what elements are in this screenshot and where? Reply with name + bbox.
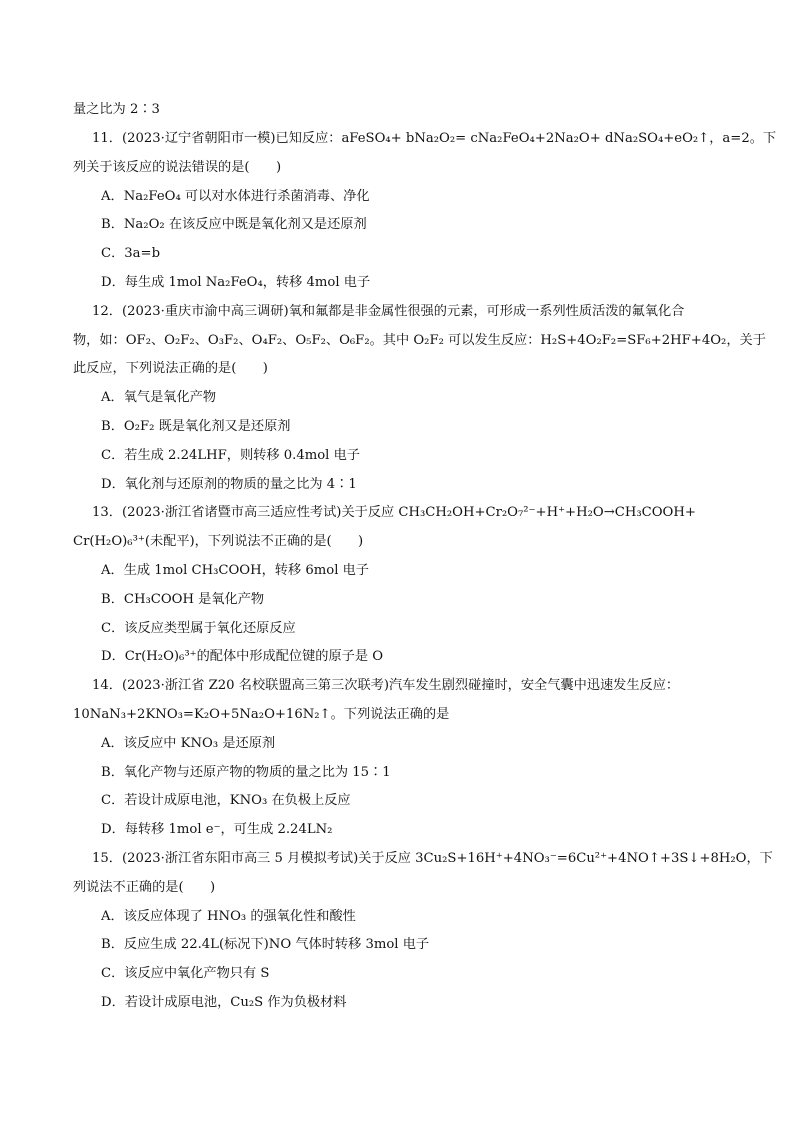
question-11-option-c: C．3a=b (101, 246, 161, 261)
question-15-option-d: D．若设计成原电池，Cu₂S 作为负极材料 (101, 995, 347, 1010)
question-13-option-a: A．生成 1mol CH₃COOH，转移 6mol 电子 (101, 563, 369, 578)
question-13-stem-line-1: 13．(2023·浙江省诸暨市高三适应性考试)关于反应 CH₃CH₂OH+Cr₂O₇²⁻+H⁺+H₂O→CH₃COOH+ (92, 505, 696, 520)
question-11-option-d: D．每生成 1mol Na₂FeO₄，转移 4mol 电子 (101, 275, 371, 290)
question-12-option-a: A．氧气是氧化产物 (101, 390, 217, 405)
question-14-stem-line-1: 14．(2023·浙江省 Z20 名校联盟高三第三次联考)汽车发生剧烈碰撞时，安全气囊中迅速发生反应： (92, 678, 680, 693)
previous-question-tail: 量之比为 2∶3 (73, 102, 160, 117)
question-12-option-d: D．氧化剂与还原剂的物质的量之比为 4∶1 (101, 477, 357, 492)
question-14-option-c: C．若设计成原电池，KNO₃ 在负极上反应 (101, 793, 351, 808)
question-13-option-d: D．Cr(H₂O)₆³⁺的配体中形成配位键的原子是 O (101, 649, 384, 664)
question-15-stem-line-1: 15．(2023·浙江省东阳市高三 5 月模拟考试)关于反应 3Cu₂S+16H⁺+4NO₃⁻=6Cu²⁺+4NO↑+3S↓+8H₂O，下 (92, 851, 773, 866)
question-11-stem-line-1: 11．(2023·辽宁省朝阳市一模)已知反应：aFeSO₄+ bNa₂O₂= cNa₂FeO₄+2Na₂O+ dNa₂SO₄+eO₂↑，a=2。下 (92, 131, 777, 146)
question-13-option-c: C．该反应类型属于氧化还原反应 (101, 621, 296, 636)
question-15-option-b: B．反应生成 22.4L(标况下)NO 气体时转移 3mol 电子 (101, 937, 430, 952)
question-14-option-d: D．每转移 1mol e⁻，可生成 2.24LN₂ (101, 822, 333, 837)
question-12-stem-line-2: 物，如：OF₂、O₂F₂、O₃F₂、O₄F₂、O₅F₂、O₆F₂。其中 O₂F₂ 可以发生反应：H₂S+4O₂F₂=SF₆+2HF+4O₂，关于 (73, 333, 766, 348)
question-12-option-c: C．若生成 2.24LHF，则转移 0.4mol 电子 (101, 448, 360, 463)
question-14-stem-line-2: 10NaN₃+2KNO₃=K₂O+5Na₂O+16N₂↑。下列说法正确的是 (73, 707, 450, 722)
question-15-option-c: C．该反应中氧化产物只有 S (101, 966, 270, 981)
question-11-option-b: B．Na₂O₂ 在该反应中既是氧化剂又是还原剂 (101, 217, 367, 232)
question-14-option-a: A．该反应中 KNO₃ 是还原剂 (101, 736, 276, 751)
question-15-stem-line-2: 列说法不正确的是( ) (73, 880, 216, 895)
question-12-option-b: B．O₂F₂ 既是氧化剂又是还原剂 (101, 419, 291, 434)
question-13-option-b: B．CH₃COOH 是氧化产物 (101, 592, 265, 607)
question-12-stem-line-3: 此反应，下列说法正确的是( ) (73, 361, 268, 376)
question-13-stem-line-2: Cr(H₂O)₆³⁺(未配平)，下列说法不正确的是( ) (73, 534, 364, 549)
question-11-stem-line-2: 列关于该反应的说法错误的是( ) (73, 160, 282, 175)
question-11-option-a: A．Na₂FeO₄ 可以对水体进行杀菌消毒、净化 (101, 189, 370, 204)
question-15-option-a: A．该反应体现了 HNO₃ 的强氧化性和酸性 (101, 909, 356, 924)
question-14-option-b: B．氧化产物与还原产物的物质的量之比为 15∶1 (101, 765, 391, 780)
question-12-stem-line-1: 12．(2023·重庆市渝中高三调研)氧和氟都是非金属性很强的元素，可形成一系列性质活泼的氟氧化合 (92, 304, 685, 319)
